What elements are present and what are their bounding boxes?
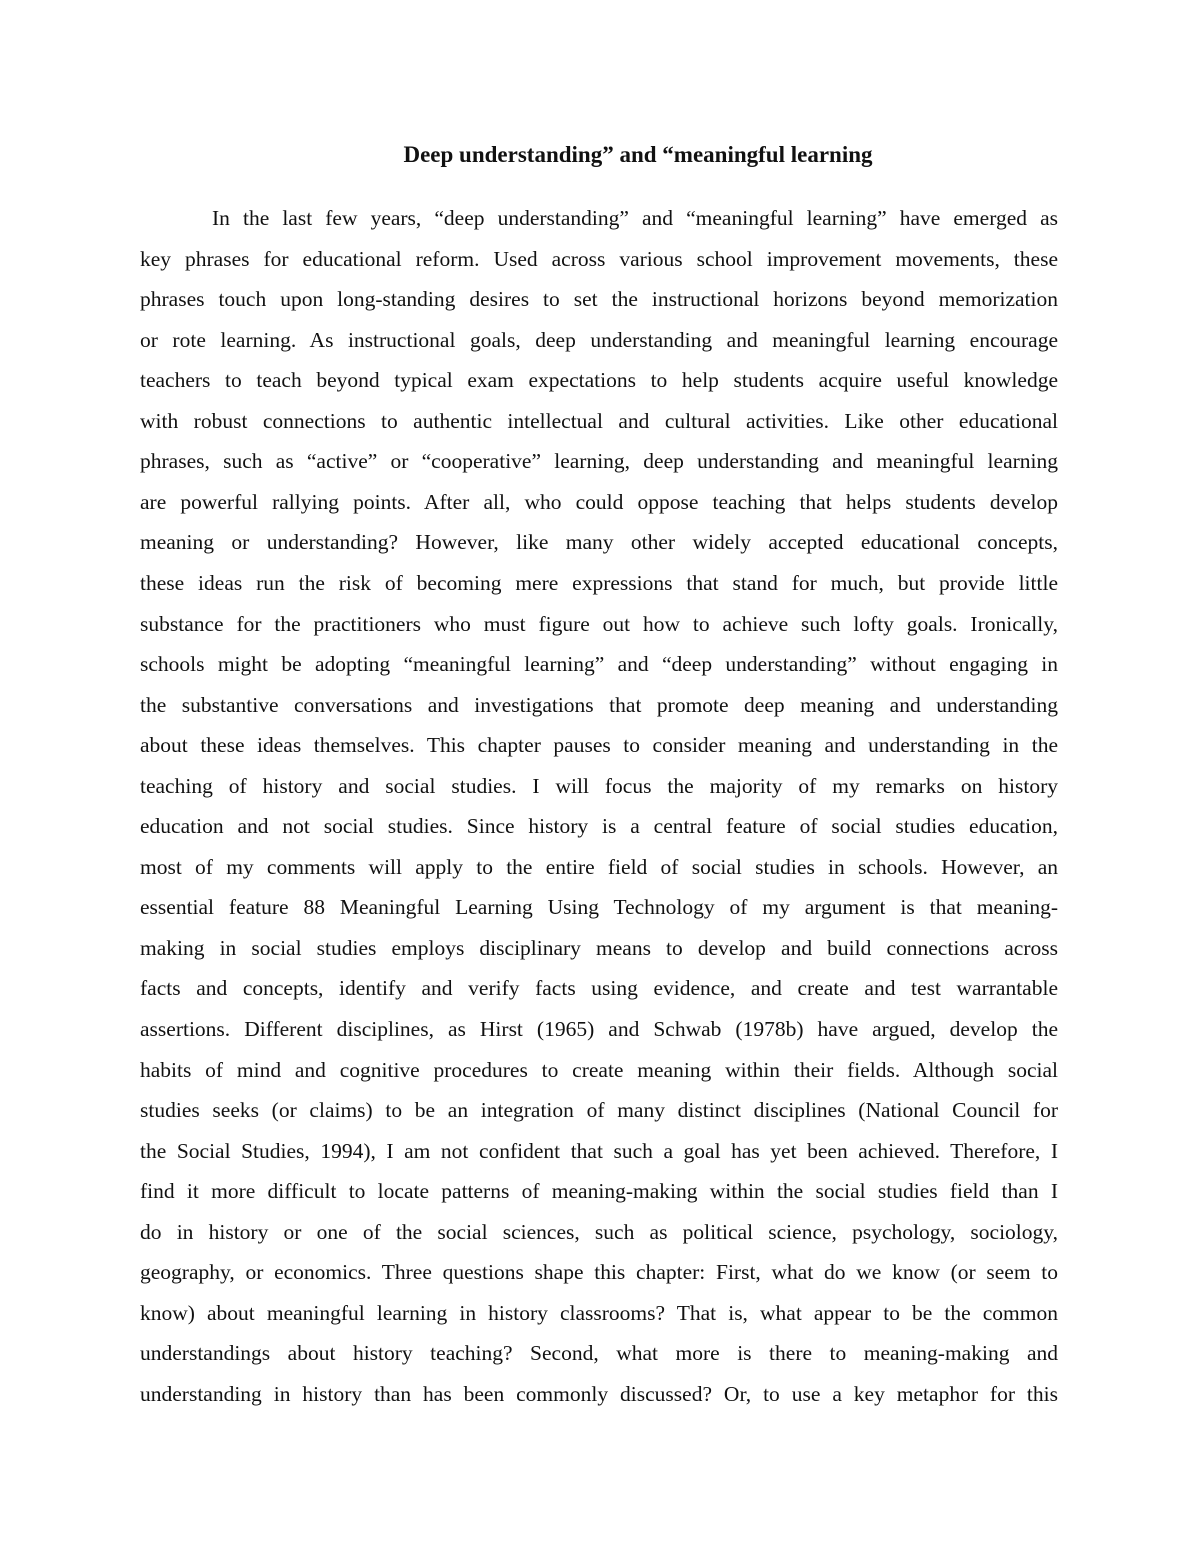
- text-line: key phrases for educational reform. Used across various school improvement movements, these: [140, 246, 1058, 271]
- text-line: In the last few years, “deep understanding” and “meaningful learning” have emerged as: [212, 206, 1058, 230]
- text-line: geography, or economics. Three questions shape this chapter: First, what do we know (or seem to: [140, 1260, 1058, 1285]
- text-line: most of my comments will apply to the entire field of social studies in schools. However, an: [140, 854, 1058, 879]
- text-line: understanding in history than has been commonly discussed? Or, to use a key metaphor for this: [140, 1381, 1058, 1406]
- text-line: making in social studies employs disciplinary means to develop and build connections across: [140, 935, 1058, 960]
- text-line: phrases touch upon long-standing desires to set the instructional horizons beyond memorization: [140, 287, 1058, 312]
- text-line: are powerful rallying points. After all, who could oppose teaching that helps students develop: [140, 489, 1058, 514]
- text-line: facts and concepts, identify and verify facts using evidence, and create and test warrantable: [140, 976, 1058, 1001]
- text-line: find it more difficult to locate patterns of meaning-making within the social studies field than I: [140, 1179, 1058, 1204]
- text-line: phrases, such as “active” or “cooperative” learning, deep understanding and meaningful learning: [140, 449, 1058, 474]
- text-line: the substantive conversations and investigations that promote deep meaning and understanding: [140, 692, 1058, 717]
- page-title: Deep understanding” and “meaningful learning: [403, 142, 873, 167]
- text-line: the Social Studies, 1994), I am not confident that such a goal has yet been achieved. Therefore, I: [140, 1138, 1058, 1163]
- text-line: essential feature 88 Meaningful Learning Using Technology of my argument is that meaning-: [140, 895, 1058, 920]
- text-line: or rote learning. As instructional goals, deep understanding and meaningful learning encourage: [140, 327, 1058, 352]
- text-line: teaching of history and social studies. I will focus the majority of my remarks on history: [140, 773, 1058, 798]
- text-line: assertions. Different disciplines, as Hirst (1965) and Schwab (1978b) have argued, develop the: [140, 1017, 1058, 1041]
- text-line: meaning or understanding? However, like many other widely accepted educational concepts,: [140, 530, 1058, 555]
- text-line: with robust connections to authentic intellectual and cultural activities. Like other educational: [140, 408, 1058, 433]
- text-line: habits of mind and cognitive procedures to create meaning within their fields. Although social: [140, 1057, 1058, 1082]
- text-line: substance for the practitioners who must figure out how to achieve such lofty goals. Ironically,: [140, 611, 1058, 636]
- text-line: know) about meaningful learning in history classrooms? That is, what appear to be the common: [140, 1300, 1058, 1325]
- text-line: about these ideas themselves. This chapter pauses to consider meaning and understanding in the: [140, 733, 1058, 758]
- text-line: education and not social studies. Since history is a central feature of social studies education,: [140, 814, 1058, 839]
- text-line: teachers to teach beyond typical exam expectations to help students acquire useful knowledge: [140, 368, 1058, 393]
- text-line: studies seeks (or claims) to be an integration of many distinct disciplines (National Council for: [140, 1098, 1058, 1123]
- text-line: schools might be adopting “meaningful learning” and “deep understanding” without engaging in: [140, 652, 1058, 676]
- text-line: do in history or one of the social sciences, such as political science, psychology, sociology,: [140, 1219, 1058, 1244]
- text-line: understandings about history teaching? Second, what more is there to meaning-making and: [140, 1341, 1058, 1366]
- text-line: these ideas run the risk of becoming mere expressions that stand for much, but provide little: [140, 571, 1058, 595]
